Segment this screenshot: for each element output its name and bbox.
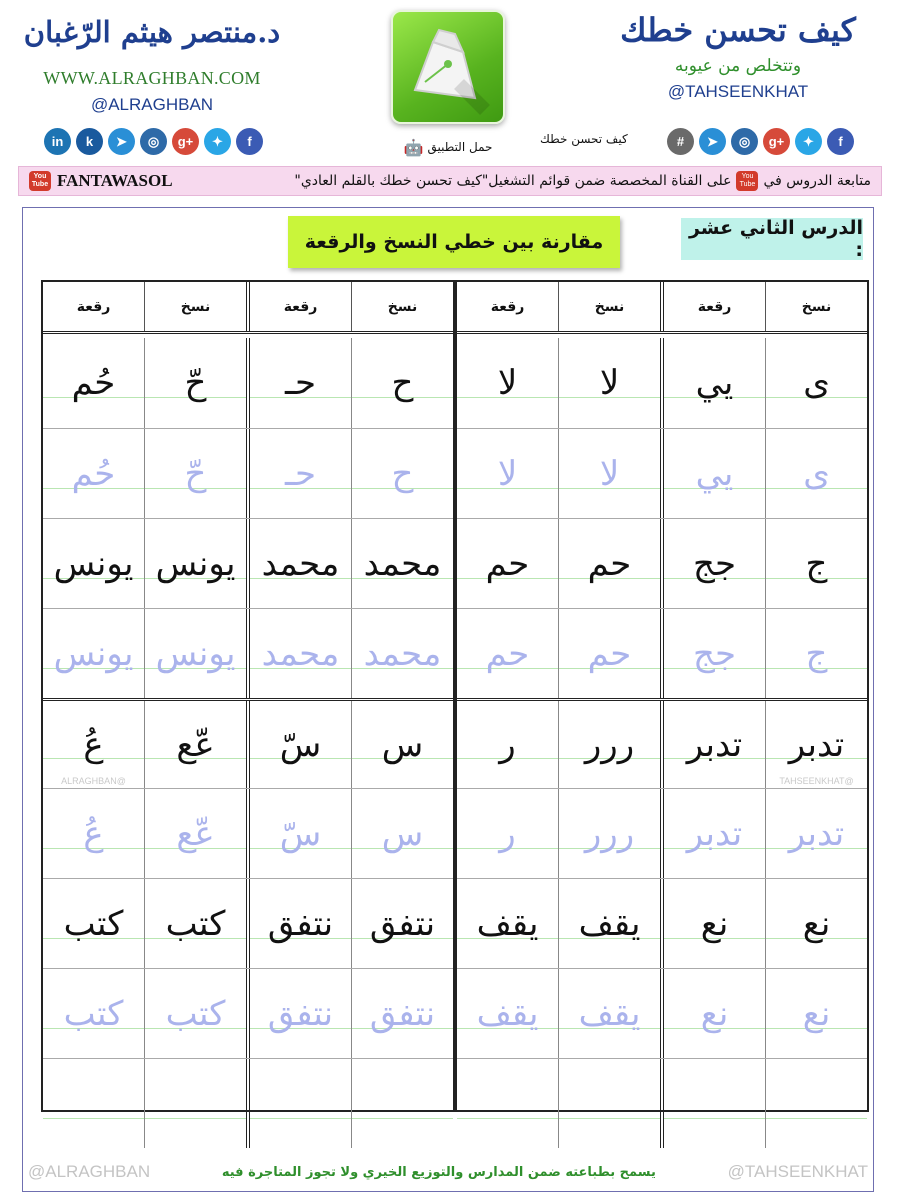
linkedin-icon[interactable]: in — [44, 128, 71, 155]
youtube-banner[interactable] — [18, 166, 882, 196]
trace-cell[interactable]: نتفق — [250, 969, 352, 1058]
example-cell: نع — [664, 879, 766, 968]
example-cell: يي — [664, 338, 766, 428]
telegram-icon[interactable]: ➤ — [699, 128, 726, 155]
table-row — [457, 878, 867, 968]
table-row — [43, 518, 453, 608]
example-cell: سّ — [250, 701, 352, 788]
trace-cell[interactable]: حم — [457, 609, 559, 698]
practice-row — [457, 1058, 867, 1148]
example-cell: س — [352, 701, 453, 788]
trace-cell[interactable]: حـ — [250, 429, 352, 518]
footer-left-handle[interactable]: @ALRAGHBAN — [28, 1162, 151, 1181]
practice-cell[interactable] — [352, 1059, 453, 1148]
header-ruqah: رقعة — [43, 282, 145, 331]
header-naskh: نسخ — [145, 282, 250, 331]
trace-row — [457, 428, 867, 518]
example-cell: حم — [559, 519, 664, 608]
example-cell: عّع — [145, 701, 250, 788]
comparison-table-right — [455, 280, 869, 1112]
example-cell: ح — [352, 338, 453, 428]
example-cell: يونس — [145, 519, 250, 608]
trace-cell[interactable]: ررر — [559, 789, 664, 878]
practice-cell[interactable] — [145, 1059, 250, 1148]
header-ruqah: رقعة — [664, 282, 766, 331]
youtube-icon: You Tube — [736, 171, 758, 191]
banner-message-part1: متابعة الدروس في — [763, 173, 871, 189]
example-cell: حـ — [250, 338, 352, 428]
example-cell: يونس — [43, 519, 145, 608]
trace-cell[interactable]: حّ — [145, 429, 250, 518]
pen-nib-icon — [393, 12, 503, 122]
right-handle[interactable]: @TAHSEENKHAT — [667, 82, 809, 101]
example-cell: ى — [766, 338, 867, 428]
trace-row — [43, 968, 453, 1058]
header-ruqah: رقعة — [250, 282, 352, 331]
example-cell: يقف — [457, 879, 559, 968]
trace-cell[interactable]: تدبر — [664, 789, 766, 878]
table-body — [43, 338, 453, 1148]
worksheet-frame — [22, 207, 874, 1192]
trace-cell[interactable]: س — [352, 789, 453, 878]
watermark: @ALRAGHBAN — [61, 776, 126, 786]
example-cell: تدبر — [664, 701, 766, 788]
practice-cell[interactable] — [664, 1059, 766, 1148]
facebook-icon[interactable]: f — [827, 128, 854, 155]
header-naskh: نسخ — [387, 298, 418, 315]
footer-note: يسمح بطباعته ضمن المدارس والتوزيع الخيري ولا تجوز المتاجرة فيه — [221, 1164, 656, 1180]
example-cell: ررر — [559, 701, 664, 788]
header-naskh: نسخ — [801, 298, 832, 315]
example-cell: كتب — [145, 879, 250, 968]
header-right — [598, 8, 878, 102]
header-left — [22, 10, 282, 115]
example-cell: جج — [664, 519, 766, 608]
table-header — [43, 282, 453, 334]
trace-cell[interactable]: نع — [766, 969, 867, 1058]
facebook-icon[interactable]: f — [236, 128, 263, 155]
kaif-signature: كيف تحسن خطك — [540, 132, 628, 146]
trace-cell[interactable]: محمد — [352, 609, 453, 698]
footer-right-handle[interactable]: @TAHSEENKHAT — [727, 1162, 868, 1181]
social-icons-left — [44, 128, 263, 155]
example-cell: نتفق — [352, 879, 453, 968]
trace-cell[interactable]: لا — [457, 429, 559, 518]
header-naskh: نسخ — [559, 282, 664, 331]
left-handle[interactable]: @ALRAGHBAN — [90, 95, 214, 114]
twitter-icon[interactable]: ✦ — [795, 128, 822, 155]
trace-cell[interactable]: يقف — [457, 969, 559, 1058]
youtube-icon: You Tube — [29, 171, 51, 191]
trace-cell[interactable]: حم — [559, 609, 664, 698]
example-cell: حم — [457, 519, 559, 608]
trace-cell[interactable]: نع — [664, 969, 766, 1058]
android-icon: 🤖 — [403, 137, 424, 157]
trace-cell[interactable]: عُ — [43, 789, 145, 878]
website-link[interactable]: WWW.ALRAGHBAN.COM — [43, 68, 261, 88]
practice-cell[interactable] — [457, 1059, 559, 1148]
social-icons-right — [667, 128, 854, 155]
trace-cell[interactable]: تدبر — [766, 789, 867, 878]
trace-cell[interactable]: يي — [664, 429, 766, 518]
trace-row — [457, 608, 867, 698]
telegram-icon[interactable]: ➤ — [108, 128, 135, 155]
table-header — [457, 282, 867, 334]
practice-cell[interactable] — [766, 1059, 867, 1148]
brand-title: كيف تحسن خطك — [620, 11, 856, 49]
instagram-icon[interactable]: ◎ — [731, 128, 758, 155]
trace-cell[interactable]: سّ — [250, 789, 352, 878]
trace-cell[interactable]: يقف — [559, 969, 664, 1058]
example-cell: لا — [559, 338, 664, 428]
trace-cell[interactable]: كتب — [43, 969, 145, 1058]
trace-cell[interactable]: يونس — [145, 609, 250, 698]
twitter-icon[interactable]: ✦ — [204, 128, 231, 155]
trace-cell[interactable]: ر — [457, 789, 559, 878]
example-cell: يقف — [559, 879, 664, 968]
brand-subtitle: وتتخلص من عيوبه — [674, 56, 802, 76]
trace-cell[interactable]: ح — [352, 429, 453, 518]
example-cell: ج — [766, 519, 867, 608]
example-cell: نع — [766, 879, 867, 968]
google-plus-icon[interactable]: g+ — [172, 128, 199, 155]
trace-row — [43, 428, 453, 518]
practice-cell[interactable] — [250, 1059, 352, 1148]
example-cell: تدبر @TAHSEENKHAT — [766, 701, 867, 788]
banner-message — [294, 171, 871, 191]
channel-name: FANTAWASOL — [57, 171, 173, 190]
example-cell: ر — [457, 701, 559, 788]
trace-cell[interactable]: كتب — [145, 969, 250, 1058]
trace-row — [43, 788, 453, 878]
table-row — [43, 698, 453, 788]
header-ruqah: رقعة — [457, 282, 559, 331]
example-cell: نتفق — [250, 879, 352, 968]
banner-message-part2: على القناة المخصصة ضمن قوائم التشغيل"كيف تحسن خطك بالقلم العادي" — [294, 173, 732, 189]
table-row — [457, 338, 867, 428]
app-download-label: حمل التطبيق — [427, 140, 493, 154]
app-logo[interactable] — [391, 10, 505, 124]
instagram-icon[interactable]: ◎ — [140, 128, 167, 155]
trace-cell[interactable]: لا — [559, 429, 664, 518]
trace-cell[interactable]: ى — [766, 429, 867, 518]
trace-cell[interactable]: جج — [664, 609, 766, 698]
trace-cell[interactable]: يونس — [43, 609, 145, 698]
comparison-table-left — [41, 280, 455, 1112]
channel-link[interactable] — [29, 171, 173, 191]
trace-cell[interactable]: محمد — [250, 609, 352, 698]
table-row — [43, 338, 453, 428]
watermark: @TAHSEENKHAT — [779, 776, 854, 786]
app-download[interactable] — [385, 134, 515, 160]
example-cell: عُ @ALRAGHBAN — [43, 701, 145, 788]
example-cell: كتب — [43, 879, 145, 968]
lesson-number: الدرس الثاني عشر : — [681, 218, 863, 260]
footer — [22, 1152, 874, 1192]
author-name: د.منتصر هيثم الرّغبان — [23, 15, 281, 49]
table-row — [457, 698, 867, 788]
practice-cell[interactable] — [43, 1059, 145, 1148]
lesson-title: مقارنة بين خطي النسخ والرقعة — [288, 216, 620, 268]
trace-cell[interactable]: نتفق — [352, 969, 453, 1058]
trace-row — [457, 788, 867, 878]
example-cell: حّ — [145, 338, 250, 428]
example-cell: حُم — [43, 338, 145, 428]
k-app-icon[interactable]: k — [76, 128, 103, 155]
example-cell: محمد — [352, 519, 453, 608]
trace-cell[interactable]: حُم — [43, 429, 145, 518]
trace-cell[interactable]: ج — [766, 609, 867, 698]
example-cell: محمد — [250, 519, 352, 608]
trace-cell[interactable]: عّع — [145, 789, 250, 878]
example-cell: لا — [457, 338, 559, 428]
google-plus-icon[interactable]: g+ — [763, 128, 790, 155]
practice-cell[interactable] — [559, 1059, 664, 1148]
hashtag-icon[interactable]: # — [667, 128, 694, 155]
table-row — [457, 518, 867, 608]
table-body — [457, 338, 867, 1148]
trace-row — [43, 608, 453, 698]
trace-row — [457, 968, 867, 1058]
table-row — [43, 878, 453, 968]
practice-row — [43, 1058, 453, 1148]
